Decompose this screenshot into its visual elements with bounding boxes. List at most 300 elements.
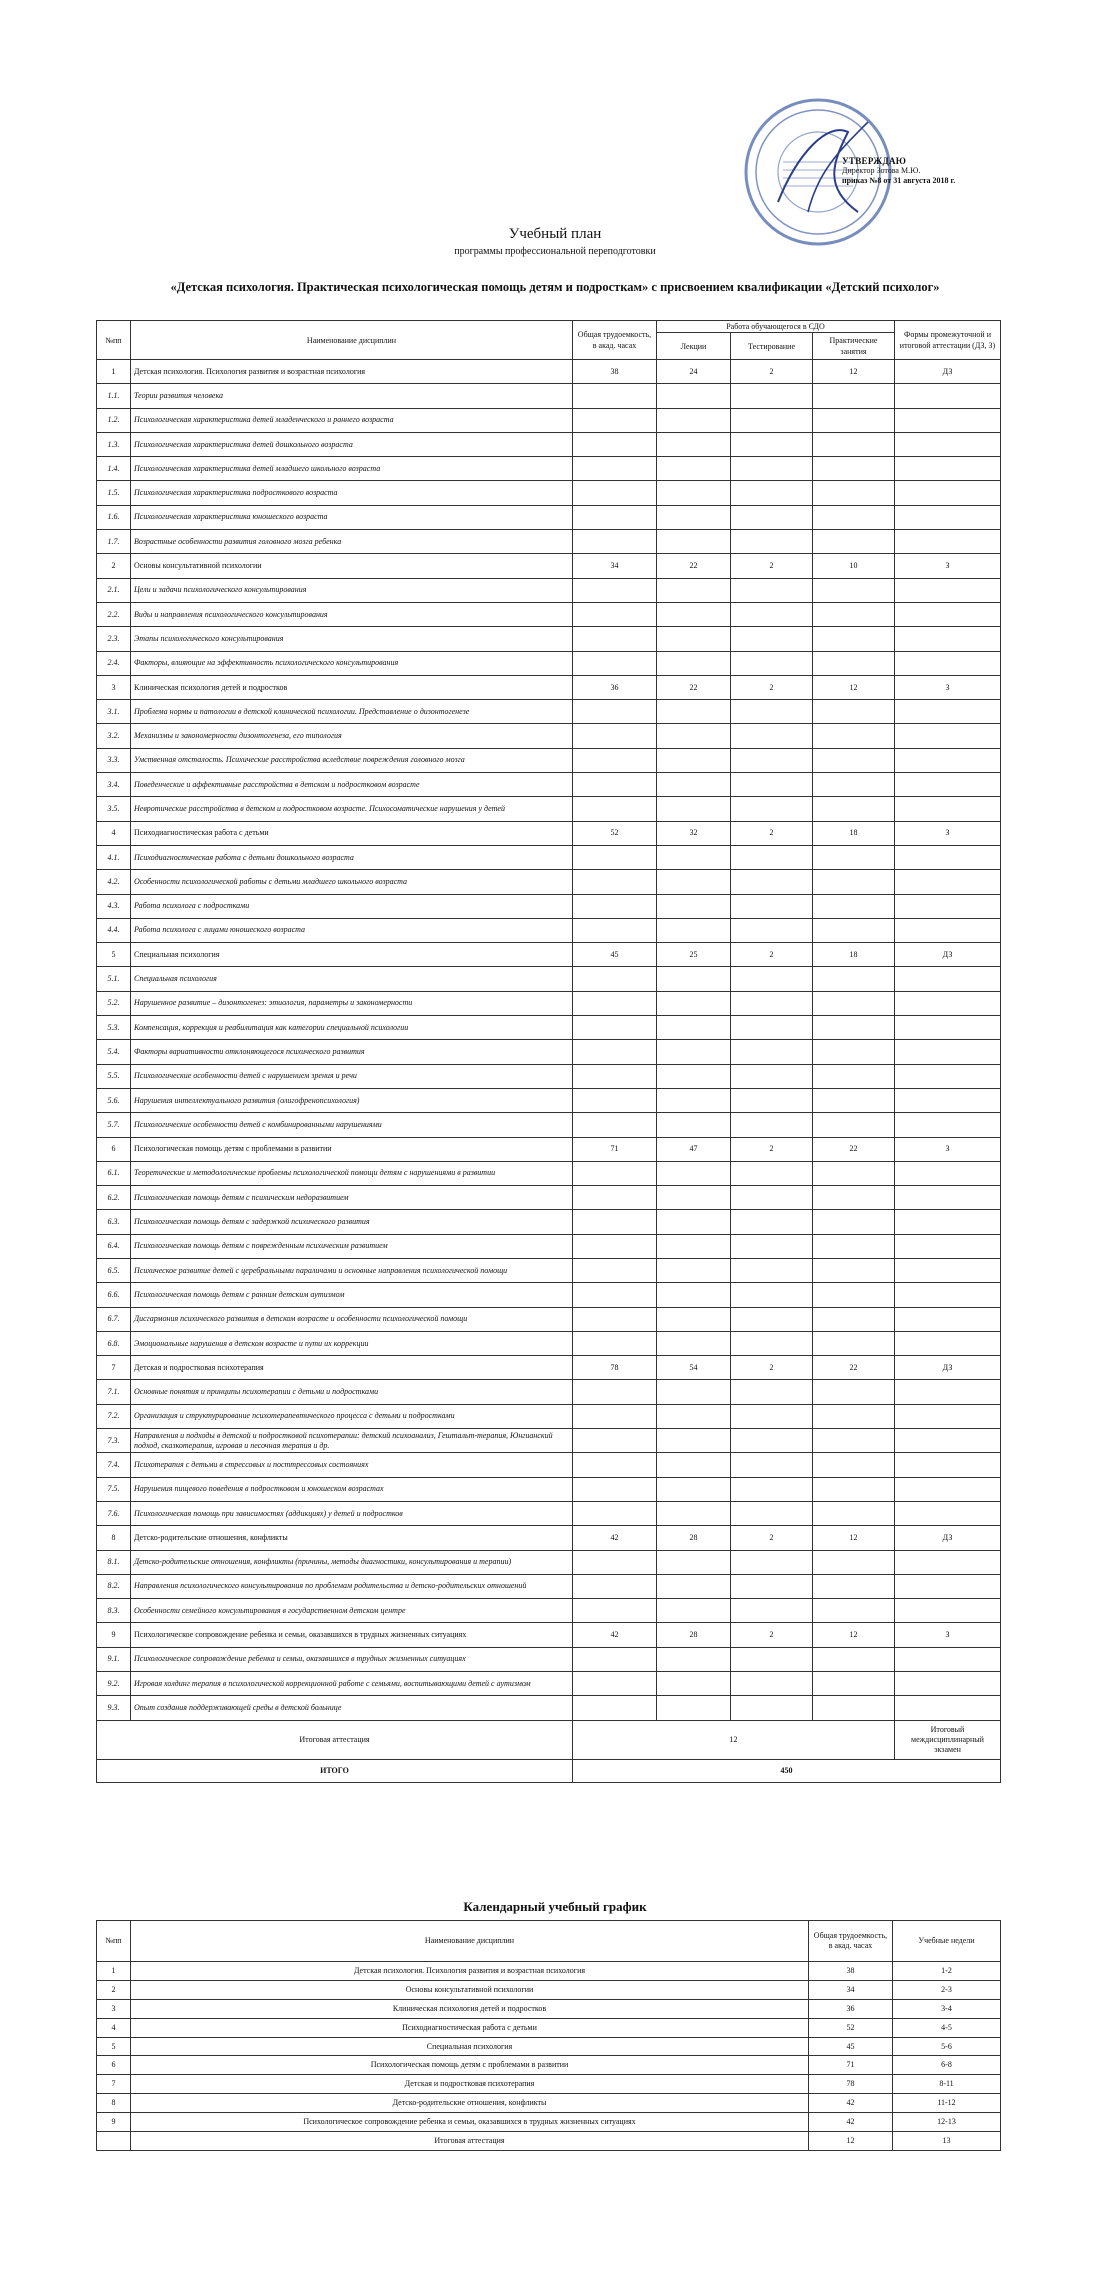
cal-cell-hours: 12 [809,2132,893,2151]
cell-name: Работа психолога с лицами юношеского возраста [131,918,573,942]
cell-form [895,1696,1001,1720]
cell-practice [813,481,895,505]
topic-row [97,1696,1001,1720]
cell-name: Психологическая характеристика юношеского возраста [131,505,573,529]
cell-hours [573,1307,657,1331]
cell-num: 5 [97,943,131,967]
cell-tests [731,773,813,797]
cell-lectures [657,1307,731,1331]
cell-name: Детская психология. Психология развития и возрастная психология [131,360,573,384]
topic-row [97,432,1001,456]
cal-cell-num: 2 [97,1980,131,1999]
cell-form [895,724,1001,748]
cell-lectures [657,408,731,432]
topic-row [97,1501,1001,1525]
cell-name: Психологическая помощь детям с проблемами в развитии [131,1137,573,1161]
cell-num: 5.2. [97,991,131,1015]
cell-name: Теоретические и методологические проблемы психологической помощи детям с нарушениями в развитии [131,1161,573,1185]
cal-cell-hours: 42 [809,2094,893,2113]
cell-tests: 2 [731,1137,813,1161]
cell-tests [731,1186,813,1210]
cell-tests: 2 [731,554,813,578]
cell-num: 9 [97,1623,131,1647]
page-subtitle: программы профессиональной переподготовки [454,246,656,257]
cell-form: З [895,1623,1001,1647]
cell-tests: 2 [731,1623,813,1647]
cell-hours [573,384,657,408]
cell-form: З [895,554,1001,578]
cell-num: 4.4. [97,918,131,942]
topic-row [97,1064,1001,1088]
cell-practice [813,1380,895,1404]
cell-tests [731,384,813,408]
cell-num: 1.3. [97,432,131,456]
cell-practice [813,1113,895,1137]
cal-cell-num [97,2132,131,2151]
calendar-row [97,2075,1001,2094]
cell-tests: 2 [731,1356,813,1380]
cell-practice: 10 [813,554,895,578]
cell-name: Психологическая помощь детям с психическим недоразвитием [131,1186,573,1210]
cell-num: 6.7. [97,1307,131,1331]
calendar-row [97,2037,1001,2056]
topic-row [97,627,1001,651]
cell-tests [731,432,813,456]
cell-num: 1.7. [97,530,131,554]
cell-tests [731,797,813,821]
cell-form [895,1234,1001,1258]
cal-cell-name: Психологическое сопровождение ребенка и семьи, оказавшихся в трудных жизненных ситуациях [131,2113,809,2132]
cell-hours [573,870,657,894]
cell-name: Психологические особенности детей с нарушением зрения и речи [131,1064,573,1088]
topic-row [97,1016,1001,1040]
cell-form [895,1331,1001,1355]
topic-row [97,1672,1001,1696]
topic-row [97,797,1001,821]
topic-row [97,530,1001,554]
approval-block [842,156,955,186]
cell-form [895,1672,1001,1696]
cell-hours [573,1064,657,1088]
cell-hours [573,1186,657,1210]
cell-lectures [657,1016,731,1040]
cell-tests [731,530,813,554]
cell-form [895,1258,1001,1282]
cell-name: Нарушенное развитие – дизонтогенез: этиология, параметры и закономерности [131,991,573,1015]
cell-hours [573,1501,657,1525]
cell-practice: 22 [813,1356,895,1380]
cal-cell-weeks: 8-11 [893,2075,1001,2094]
cell-lectures [657,1040,731,1064]
calendar-row [97,2113,1001,2132]
cell-tests [731,1429,813,1453]
cell-name: Основы консультативной психологии [131,554,573,578]
cell-hours [573,1477,657,1501]
cell-lectures [657,991,731,1015]
cal-cell-name: Детская и подростковая психотерапия [131,2075,809,2094]
cell-practice [813,773,895,797]
cell-tests [731,1477,813,1501]
calendar-body [97,1962,1001,2151]
cell-tests: 2 [731,821,813,845]
cell-hours [573,1696,657,1720]
cell-hours [573,408,657,432]
topic-row [97,1599,1001,1623]
cell-form [895,627,1001,651]
cell-hours: 71 [573,1137,657,1161]
cell-lectures [657,384,731,408]
cell-num: 8.1. [97,1550,131,1574]
cell-name: Клиническая психология детей и подростков [131,675,573,699]
cell-tests [731,967,813,991]
cell-practice [813,602,895,626]
cell-form [895,602,1001,626]
cell-tests [731,408,813,432]
cell-form [895,1380,1001,1404]
cell-hours [573,481,657,505]
cell-hours: 34 [573,554,657,578]
cell-hours [573,1113,657,1137]
cell-practice [813,1574,895,1598]
cell-lectures [657,530,731,554]
cell-tests: 2 [731,1526,813,1550]
cell-hours [573,1331,657,1355]
cell-tests [731,918,813,942]
cal-header-name: Наименование дисциплин [131,1921,809,1962]
cell-num: 8.3. [97,1599,131,1623]
final-attestation-row [97,1720,1001,1759]
cell-name: Проблема нормы и патологии в детской клинической психологии. Представление о дизонтогенезе [131,700,573,724]
cell-form [895,700,1001,724]
calendar-row [97,1999,1001,2018]
cell-name: Поведенческие и аффективные расстройства в детском и подростковом возрасте [131,773,573,797]
topic-row [97,967,1001,991]
cell-form [895,1088,1001,1112]
discipline-row [97,1623,1001,1647]
cell-tests [731,1234,813,1258]
cell-hours [573,1380,657,1404]
cell-lectures [657,1210,731,1234]
topic-row [97,1550,1001,1574]
cell-form [895,1283,1001,1307]
page-title: Учебный план [508,226,602,242]
cell-num: 5.3. [97,1016,131,1040]
cell-form [895,991,1001,1015]
cell-lectures [657,1283,731,1307]
cal-cell-hours: 45 [809,2037,893,2056]
topic-row [97,1161,1001,1185]
cell-lectures [657,1258,731,1282]
cell-tests [731,1380,813,1404]
cell-lectures [657,1599,731,1623]
cell-hours [573,1283,657,1307]
cell-lectures [657,918,731,942]
cell-tests [731,894,813,918]
cell-practice [813,1283,895,1307]
discipline-row [97,1356,1001,1380]
cell-practice [813,1040,895,1064]
cell-tests [731,578,813,602]
cell-form [895,918,1001,942]
cell-hours [573,1672,657,1696]
topic-row [97,1429,1001,1453]
cell-practice [813,991,895,1015]
topic-row [97,408,1001,432]
cell-lectures [657,1429,731,1453]
cell-hours [573,967,657,991]
cell-hours: 45 [573,943,657,967]
discipline-row [97,943,1001,967]
cell-form [895,748,1001,772]
cell-hours [573,1016,657,1040]
cell-num: 4.2. [97,870,131,894]
cell-practice [813,967,895,991]
cell-name: Психологические особенности детей с комбинированными нарушениями [131,1113,573,1137]
program-title: «Детская психология. Практическая психологическая помощь детям и подросткам» с присвоением квалификации «Детский психолог» [170,280,940,294]
cal-cell-weeks: 4-5 [893,2018,1001,2037]
col-header-hours: Общая трудоемкость, в акад. часах [573,321,657,360]
topic-row [97,724,1001,748]
cell-practice [813,1234,895,1258]
cell-form [895,1550,1001,1574]
cell-practice [813,530,895,554]
cell-tests [731,1161,813,1185]
cell-practice [813,505,895,529]
cell-hours [573,748,657,772]
cell-form [895,1186,1001,1210]
cell-practice [813,918,895,942]
calendar-table [96,1920,1001,2151]
cell-num: 9.1. [97,1647,131,1671]
cell-lectures [657,797,731,821]
cell-name: Направления психологического консультирования по проблемам родительства и детско-родительских отношений [131,1574,573,1598]
cell-hours [573,627,657,651]
col-header-forms: Формы промежуточной и итоговой аттестации (ДЗ, З) [895,321,1001,360]
cell-tests [731,1113,813,1137]
cell-hours [573,602,657,626]
cell-name: Детско-родительские отношения, конфликты (причины, методы диагностики, консультирования и терапии) [131,1550,573,1574]
cell-hours [573,530,657,554]
topic-row [97,1574,1001,1598]
cell-form [895,1161,1001,1185]
topic-row [97,845,1001,869]
cell-form [895,1040,1001,1064]
cell-lectures [657,870,731,894]
cell-hours [573,1161,657,1185]
cell-lectures [657,1501,731,1525]
discipline-row [97,1526,1001,1550]
cell-name: Возрастные особенности развития головного мозга ребенка [131,530,573,554]
cell-lectures [657,1647,731,1671]
cell-lectures [657,1550,731,1574]
cell-form [895,651,1001,675]
topic-row [97,1477,1001,1501]
cell-name: Опыт создания поддерживающей среды в детской больнице [131,1696,573,1720]
cell-name: Организация и структурирование психотерапевтического процесса с детьми и подростками [131,1404,573,1428]
discipline-row [97,554,1001,578]
cell-lectures [657,1696,731,1720]
cell-lectures [657,1404,731,1428]
cell-lectures [657,1380,731,1404]
cell-practice [813,1477,895,1501]
cell-form [895,408,1001,432]
cell-tests [731,991,813,1015]
cell-practice [813,1161,895,1185]
cell-lectures [657,1064,731,1088]
cell-practice [813,408,895,432]
cell-lectures [657,481,731,505]
cell-practice [813,797,895,821]
cell-name: Цели и задачи психологического консультирования [131,578,573,602]
cell-num: 8 [97,1526,131,1550]
cell-num: 5.6. [97,1088,131,1112]
cell-lectures: 28 [657,1526,731,1550]
col-header-practice: Практические занятия [813,333,895,360]
cell-tests: 2 [731,675,813,699]
cal-cell-name: Психодиагностическая работа с детьми [131,2018,809,2037]
cell-lectures: 47 [657,1137,731,1161]
cell-tests [731,1210,813,1234]
cell-practice [813,1404,895,1428]
approval-order: приказ №8 от 31 августа 2018 г. [842,176,956,185]
cell-practice: 12 [813,1526,895,1550]
cell-num: 1.1. [97,384,131,408]
topic-row [97,457,1001,481]
calendar-row [97,2018,1001,2037]
cell-form [895,894,1001,918]
cell-hours [573,578,657,602]
cal-cell-weeks: 2-3 [893,1980,1001,1999]
calendar-row [97,2132,1001,2151]
cell-name: Нарушения интеллектуального развития (олигофренопсихология) [131,1088,573,1112]
topic-row [97,1258,1001,1282]
cell-tests [731,748,813,772]
cal-cell-hours: 36 [809,1999,893,2018]
cell-tests [731,1599,813,1623]
cell-form [895,481,1001,505]
cell-num: 7.1. [97,1380,131,1404]
cell-tests [731,457,813,481]
cell-form [895,1307,1001,1331]
cell-tests [731,1040,813,1064]
cell-hours: 52 [573,821,657,845]
cell-tests [731,1307,813,1331]
cell-name: Психологическая помощь детям с ранним детским аутизмом [131,1283,573,1307]
cell-tests [731,1283,813,1307]
cal-cell-hours: 34 [809,1980,893,1999]
cell-num: 4.1. [97,845,131,869]
cell-lectures: 32 [657,821,731,845]
cell-practice [813,1453,895,1477]
cal-cell-hours: 52 [809,2018,893,2037]
calendar-row [97,1980,1001,1999]
cell-form [895,384,1001,408]
cell-form [895,505,1001,529]
cell-name: Особенности психологической работы с детьми младшего школьного возраста [131,870,573,894]
cell-tests [731,1404,813,1428]
curriculum-table [96,320,1001,1783]
cal-cell-num: 1 [97,1962,131,1981]
cell-practice: 18 [813,821,895,845]
cell-lectures: 28 [657,1623,731,1647]
cell-num: 4 [97,821,131,845]
cell-hours [573,797,657,821]
cell-practice [813,1210,895,1234]
cal-cell-name: Итоговая аттестация [131,2132,809,2151]
topic-row [97,1088,1001,1112]
cell-lectures [657,894,731,918]
cell-practice: 12 [813,1623,895,1647]
col-header-work: Работа обучающегося в СДО [657,321,895,333]
cell-form: ДЗ [895,1356,1001,1380]
cell-num: 3.3. [97,748,131,772]
cell-hours [573,1429,657,1453]
total-hours: 450 [573,1759,1001,1782]
cell-form [895,1453,1001,1477]
cal-cell-weeks: 1-2 [893,1962,1001,1981]
topic-row [97,1404,1001,1428]
cell-tests [731,1574,813,1598]
calendar-title: Календарный учебный график [463,1899,647,1914]
cell-name: Психологическая характеристика подросткового возраста [131,481,573,505]
cell-name: Особенности семейного консультирования в государственном детском центре [131,1599,573,1623]
cell-form [895,1574,1001,1598]
cell-name: Психологическая характеристика детей младшего школьного возраста [131,457,573,481]
cell-name: Детская и подростковая психотерапия [131,1356,573,1380]
cell-form: З [895,675,1001,699]
cell-name: Умственная отсталость. Психические расстройства вследствие повреждения головного мозга [131,748,573,772]
cell-practice [813,894,895,918]
cell-practice [813,1429,895,1453]
cell-name: Психологическая характеристика детей дошкольного возраста [131,432,573,456]
cell-tests: 2 [731,943,813,967]
cell-form: ДЗ [895,1526,1001,1550]
topic-row [97,1647,1001,1671]
cell-num: 5.5. [97,1064,131,1088]
cell-practice [813,1647,895,1671]
cell-lectures [657,1186,731,1210]
cell-num: 6.8. [97,1331,131,1355]
cell-num: 7.3. [97,1429,131,1453]
cell-num: 2.1. [97,578,131,602]
cell-lectures [657,627,731,651]
cell-num: 6.3. [97,1210,131,1234]
cal-cell-name: Детско-родительские отношения, конфликты [131,2094,809,2113]
cell-hours [573,432,657,456]
cell-lectures: 22 [657,675,731,699]
cell-lectures [657,1113,731,1137]
cal-cell-num: 8 [97,2094,131,2113]
cell-hours [573,845,657,869]
cal-cell-weeks: 13 [893,2132,1001,2151]
cell-practice [813,1550,895,1574]
cell-lectures [657,748,731,772]
cal-header-weeks: Учебные недели [893,1921,1001,1962]
cell-hours [573,1088,657,1112]
cal-cell-name: Детская психология. Психология развития и возрастная психология [131,1962,809,1981]
cell-lectures [657,773,731,797]
cell-name: Психотерапия с детьми в стрессовых и посттрессовых состояниях [131,1453,573,1477]
cell-hours [573,1210,657,1234]
cell-lectures [657,432,731,456]
cell-hours [573,1574,657,1598]
cell-tests [731,505,813,529]
cell-hours [573,457,657,481]
cell-form [895,530,1001,554]
cell-name: Компенсация, коррекция и реабилитация как категории специальной психологии [131,1016,573,1040]
cell-num: 1.2. [97,408,131,432]
cell-lectures [657,1234,731,1258]
